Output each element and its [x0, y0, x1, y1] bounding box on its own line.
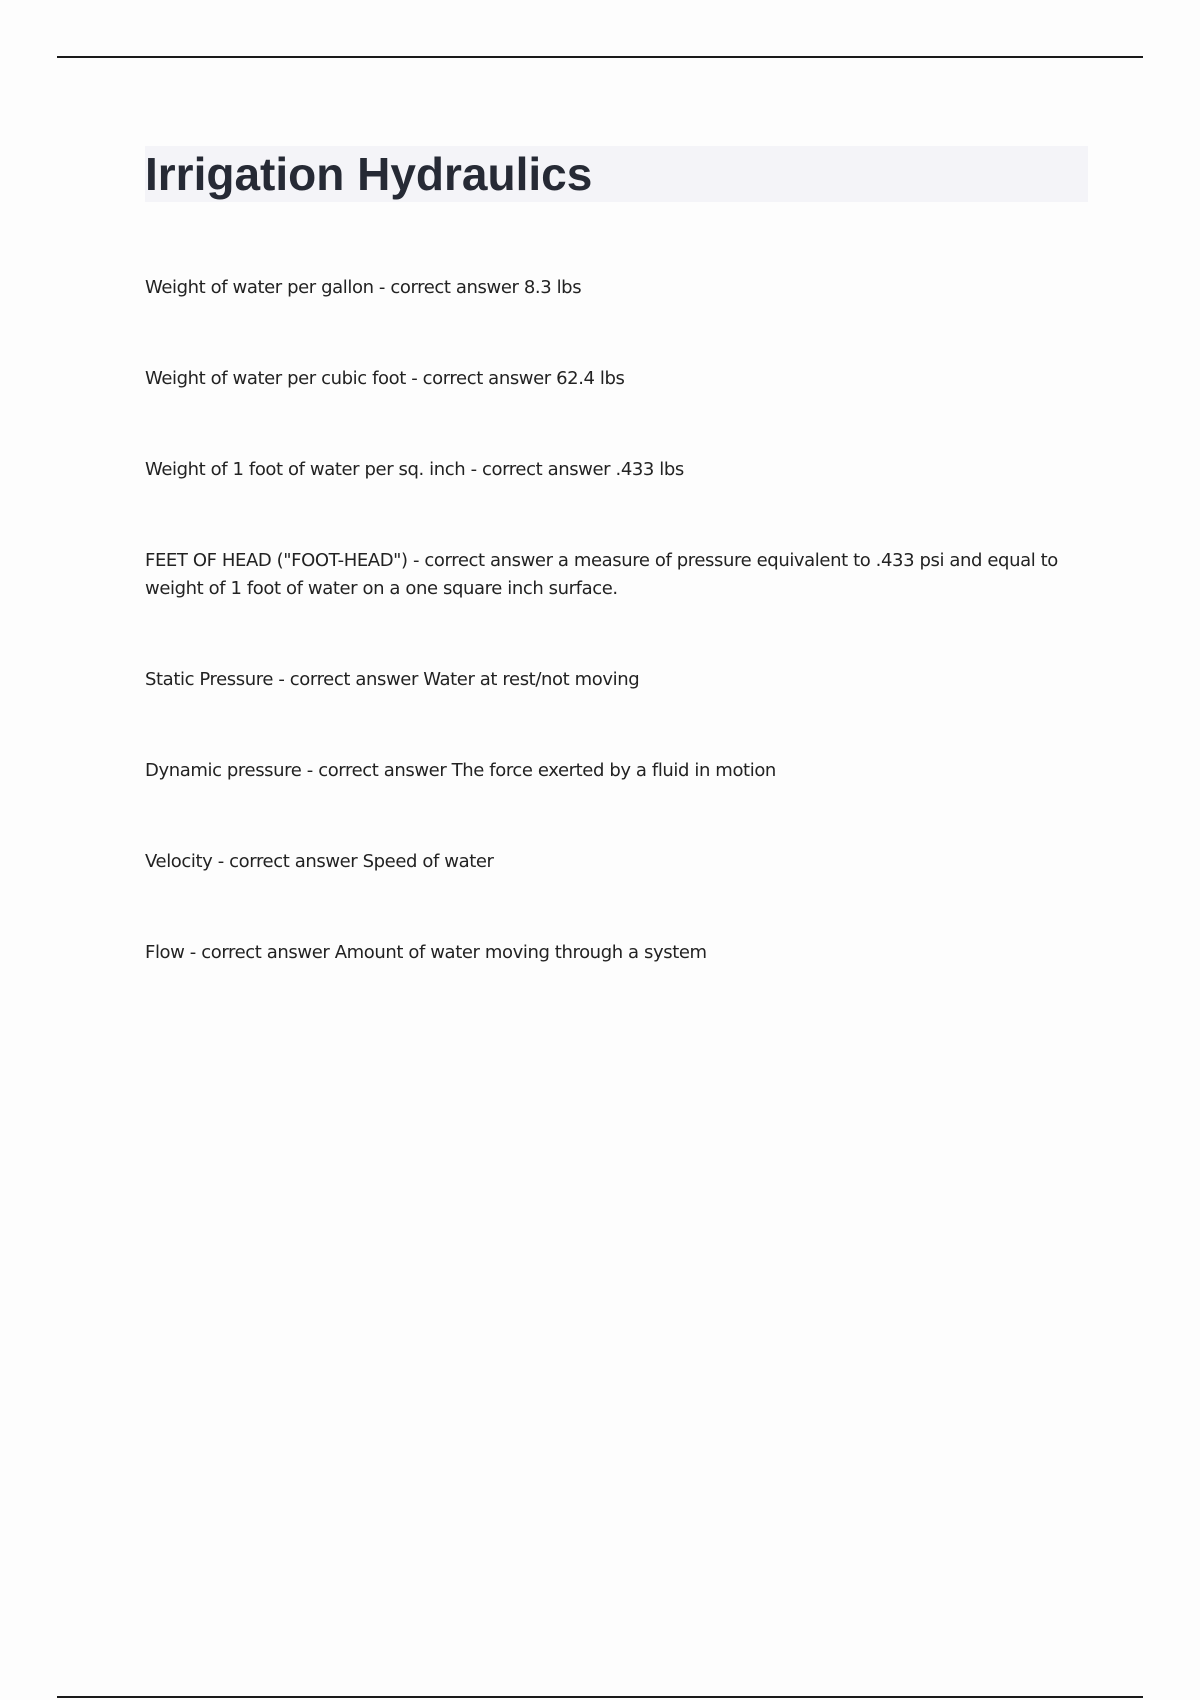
top-rule	[57, 56, 1143, 58]
document-title: Irrigation Hydraulics	[145, 148, 593, 200]
qa-item-velocity: Velocity - correct answer Speed of water	[145, 851, 494, 872]
bottom-rule	[57, 1696, 1143, 1698]
qa-item-weight-per-gallon: Weight of water per gallon - correct answer 8.3 lbs	[145, 277, 582, 298]
document-body	[145, 146, 1088, 1030]
qa-item-dynamic-pressure: Dynamic pressure - correct answer The force exerted by a fluid in motion	[145, 760, 776, 781]
qa-item-flow: Flow - correct answer Amount of water moving through a system	[145, 942, 707, 963]
qa-item-static-pressure: Static Pressure - correct answer Water at rest/not moving	[145, 669, 640, 690]
qa-item-weight-per-sq-inch: Weight of 1 foot of water per sq. inch - correct answer .433 lbs	[145, 459, 684, 480]
title-band	[145, 146, 1088, 202]
qa-item-feet-of-head: FEET OF HEAD ("FOOT-HEAD") - correct answer a measure of pressure equivalent to .433 psi and equal to weight of 1 foot of water on a one square inch surface.	[145, 550, 1058, 599]
qa-item-weight-per-cubic-foot: Weight of water per cubic foot - correct answer 62.4 lbs	[145, 368, 625, 389]
qa-list	[145, 274, 1088, 967]
